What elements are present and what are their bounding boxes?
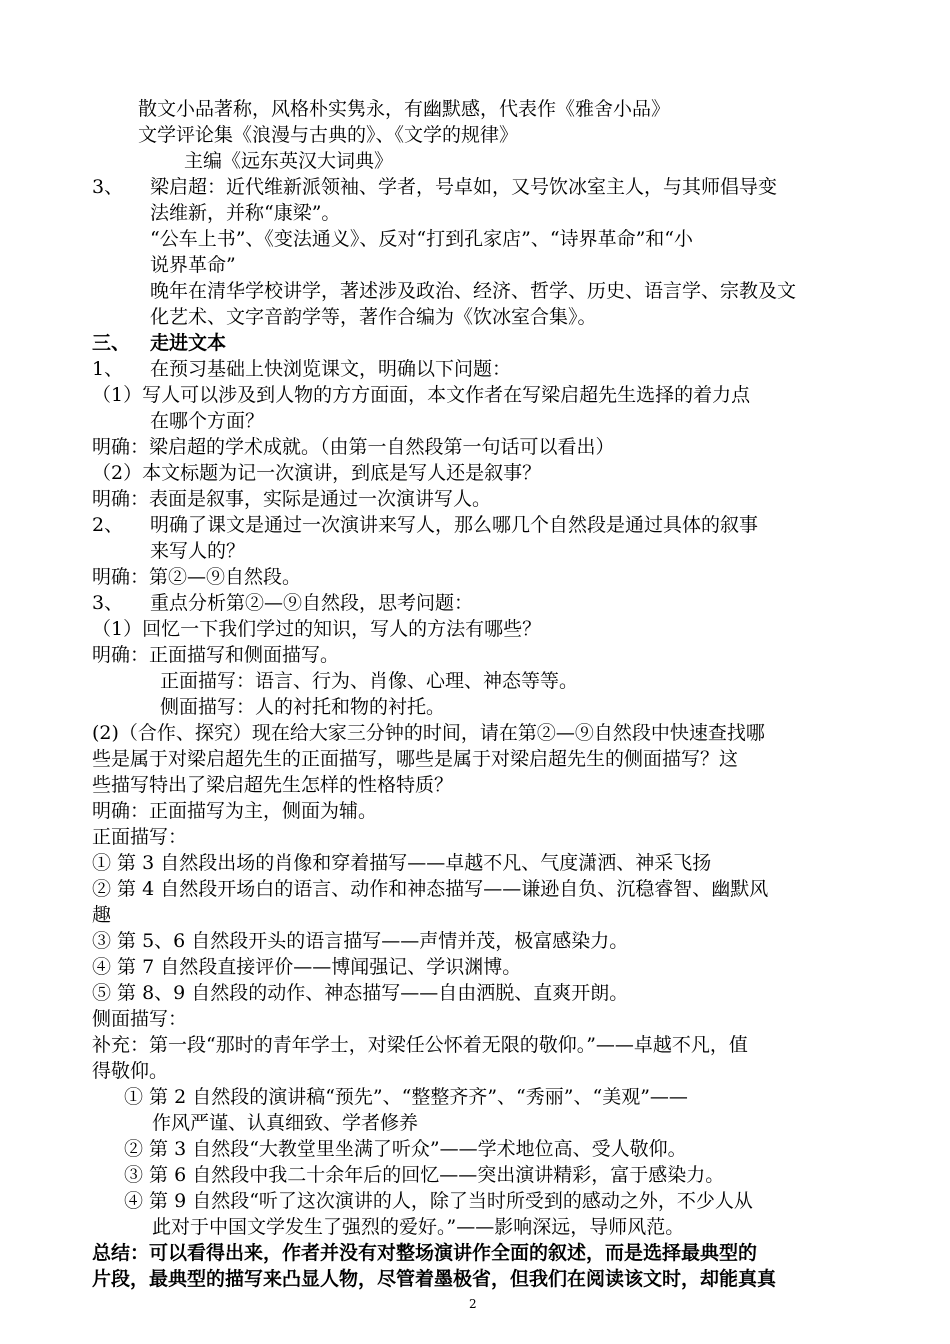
text-line: 此对于中国文学发生了强烈的爱好。”——影响深远，导师风范。: [152, 1216, 685, 1238]
text-line: 明确：梁启超的学术成就。（由第一自然段第一句话可以看出）: [92, 436, 615, 458]
summary-line: 片段，最典型的描写来凸显人物，尽管着墨极省，但我们在阅读该文时，却能真真: [92, 1268, 777, 1290]
text-line: (2)（合作、探究）现在给大家三分钟的时间，请在第②—⑨自然段中快速查找哪: [92, 722, 765, 744]
text-line: （2）本文标题为记一次演讲，到底是写人还是叙事？: [92, 462, 542, 484]
text-line: 趣: [92, 904, 112, 926]
text-line: 散文小品著称，风格朴实隽永，有幽默感，代表作《雅舍小品》: [138, 98, 671, 120]
text-line: 在预习基础上快浏览课文，明确以下问题：: [150, 358, 512, 380]
text-line: （1）写人可以涉及到人物的方方面面，本文作者在写梁启超先生选择的着力点: [92, 384, 751, 406]
text-line: 来写人的？: [150, 540, 246, 562]
text-line: ③ 第 6 自然段中我二十余年后的回忆——突出演讲精彩，富于感染力。: [124, 1164, 725, 1186]
text-line: ② 第 3 自然段“大教堂里坐满了听众”——学术地位高、受人敬仰。: [124, 1138, 687, 1160]
text-line: 在哪个方面？: [150, 410, 265, 432]
text-line: 梁启超：近代维新派领袖、学者，号卓如，又号饮冰室主人，与其师倡导变: [150, 176, 778, 198]
text-line: 说界革命”: [150, 254, 236, 276]
text-line: ④ 第 9 自然段“听了这次演讲的人，除了当时所受到的感动之外，不少人从: [124, 1190, 753, 1212]
text-line: 补充：第一段“那时的青年学士，对梁任公怀着无限的敬仰。”——卓越不凡，值: [92, 1034, 748, 1056]
text-line: 文学评论集《浪漫与古典的》、《文学的规律》: [138, 124, 519, 146]
text-line: ① 第 3 自然段出场的肖像和穿着描写——卓越不凡、气度潇洒、神采飞扬: [92, 852, 712, 874]
text-line: ① 第 2 自然段的演讲稿“预先”、“整整齐齐”、“秀丽”、“美观”——: [124, 1086, 688, 1108]
list-number: 3、: [92, 176, 124, 198]
text-line: 侧面描写：: [92, 1008, 188, 1030]
text-line: 明确了课文是通过一次演讲来写人，那么哪几个自然段是通过具体的叙事: [150, 514, 759, 536]
list-number: 1、: [92, 358, 124, 380]
text-line: 得敬仰。: [92, 1060, 169, 1082]
text-line: ② 第 4 自然段开场白的语言、动作和神态描写——谦逊自负、沉稳睿智、幽默风: [92, 878, 769, 900]
text-line: 化艺术、文字音韵学等，著作合编为《饮冰室合集》。: [150, 306, 597, 328]
text-line: 些是属于对梁启超先生的正面描写，哪些是属于对梁启超先生的侧面描写？这: [92, 748, 739, 770]
text-line: 明确：正面描写和侧面描写。: [92, 644, 340, 666]
text-line: ⑤ 第 8、9 自然段的动作、神态描写——自由洒脱、直爽开朗。: [92, 982, 629, 1004]
text-line: ③ 第 5、6 自然段开头的语言描写——声情并茂，极富感染力。: [92, 930, 629, 952]
text-line: 些描写特出了梁启超先生怎样的性格特质？: [92, 774, 454, 796]
text-line: 侧面描写：人的衬托和物的衬托。: [160, 696, 446, 718]
page-number: 2: [469, 1297, 477, 1311]
text-line: 作风严谨、认真细致、学者修养: [152, 1112, 419, 1134]
text-line: 晚年在清华学校讲学，著述涉及政治、经济、哲学、历史、语言学、宗教及文: [150, 280, 797, 302]
list-number: 2、: [92, 514, 124, 536]
text-line: ④ 第 7 自然段直接评价——博闻强记、学识渊博。: [92, 956, 522, 978]
text-line: 明确：正面描写为主，侧面为辅。: [92, 800, 378, 822]
text-line: （1）回忆一下我们学过的知识，写人的方法有哪些？: [92, 618, 542, 640]
section-heading: 走进文本: [150, 332, 227, 354]
text-line: 主编《远东英汉大词典》: [184, 150, 394, 172]
list-number: 3、: [92, 592, 124, 614]
section-number: 三、: [92, 332, 131, 354]
text-line: 明确：第②—⑨自然段。: [92, 566, 302, 588]
summary-line: 总结：可以看得出来，作者并没有对整场演讲作全面的叙述，而是选择最典型的: [92, 1242, 758, 1264]
text-line: “公车上书”、《变法通义》、反对“打到孔家店”、“诗界革命”和“小: [150, 228, 693, 250]
text-line: 正面描写：语言、行为、肖像、心理、神态等等。: [160, 670, 579, 692]
text-line: 明确：表面是叙事，实际是通过一次演讲写人。: [92, 488, 492, 510]
text-line: 法维新，并称“康梁”。: [150, 202, 341, 224]
text-line: 重点分析第②—⑨自然段，思考问题：: [150, 592, 474, 614]
text-line: 正面描写：: [92, 826, 188, 848]
